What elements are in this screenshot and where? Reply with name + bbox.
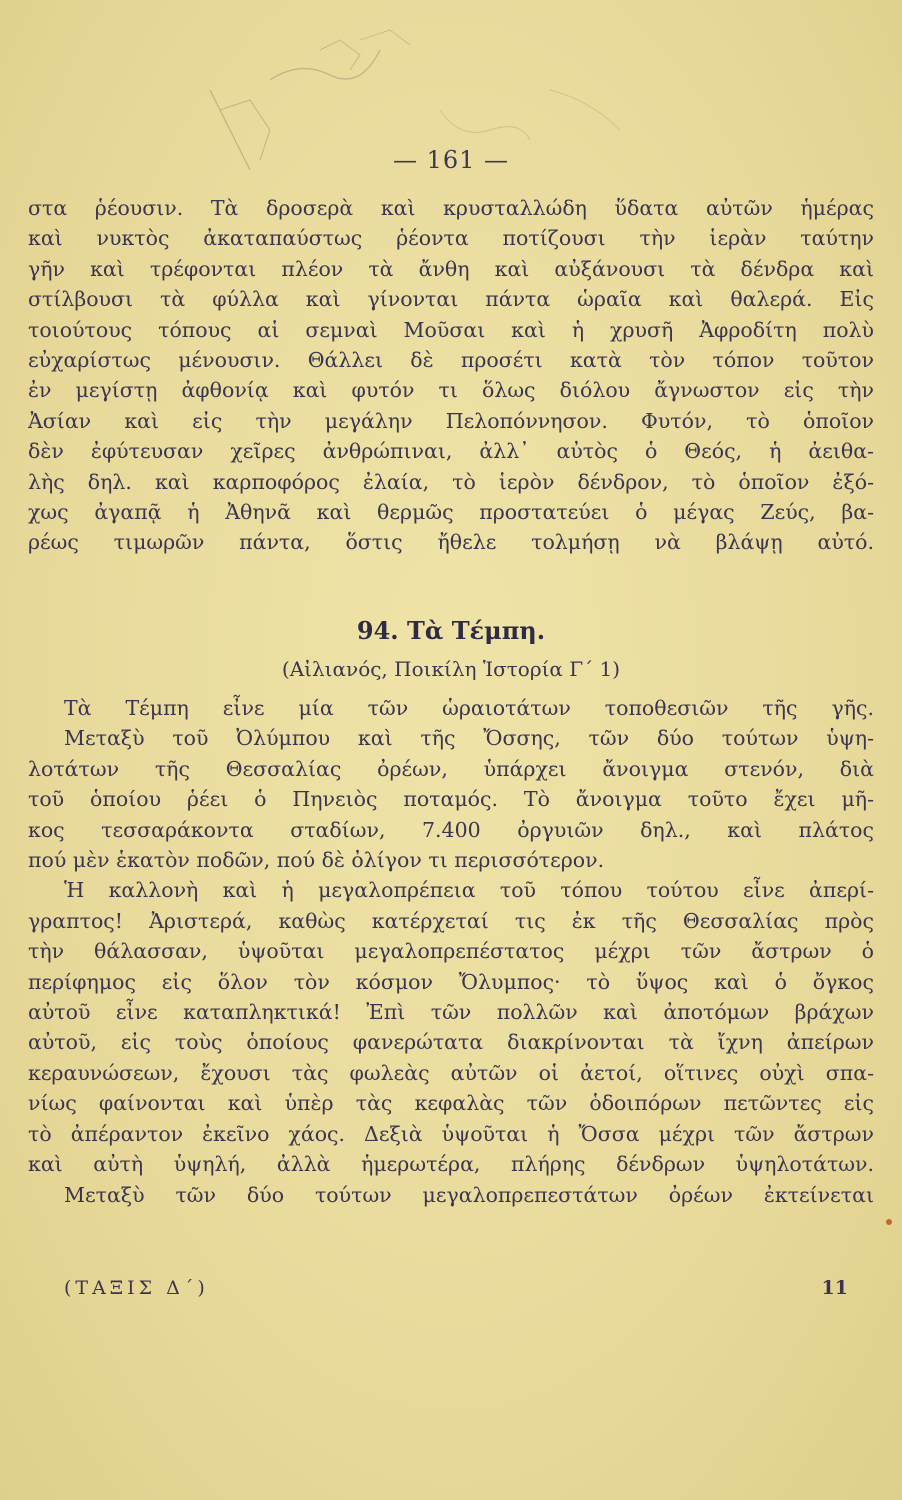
text-line: τὸ ἀπέραντον ἐκεῖνο χάος. Δεξιὰ ὑψοῦται ἡ Ὄσσα μέχρι τῶν ἄστρων <box>28 1121 874 1146</box>
page-number: — 161 — <box>392 146 510 174</box>
text-line: ρέως τιμωρῶν πάντα, ὅστις ἤθελε τολμήσῃ νὰ βλάψῃ αὐτό. <box>28 530 874 555</box>
text-line: χως ἀγαπᾷ ἡ Ἀθηνᾶ καὶ θερμῶς προστατεύει ὁ μέγας Ζεύς, βα- <box>28 500 874 525</box>
text-line: Τὰ Τέμπη εἶνε μία τῶν ὡραιοτάτων τοποθεσιῶν τῆς γῆς. <box>64 696 874 720</box>
text-line: στίλβουσι τὰ φύλλα καὶ γίνονται πάντα ὡραῖα καὶ θαλερά. Εἰς <box>28 287 874 312</box>
text-line: Μεταξὺ τοῦ Ὀλύμπου καὶ τῆς Ὄσσης, τῶν δύο τούτων ὑψη- <box>64 726 874 751</box>
text-line: κεραυνώσεων, ἔχουσι τὰς φωλεὰς αὐτῶν οἱ ἀετοί, οἵτινες οὐχὶ σπα- <box>28 1060 874 1085</box>
text-line: τοιούτους τόπους αἱ σεμναὶ Μοῦσαι καὶ ἡ χρυσῆ Ἀφροδίτη πολὺ <box>28 317 874 342</box>
text-line: γραπτος! Ἀριστερά, καθὼς κατέρχεταί τις ἐκ τῆς Θεσσαλίας πρὸς <box>28 908 874 933</box>
section-heading: 94. Τὰ Τέμπη. <box>356 616 546 645</box>
text-line: Ἡ καλλονὴ καὶ ἡ μεγαλοπρέπεια τοῦ τόπου τούτου εἶνε ἀπερί- <box>64 878 874 903</box>
text-line: κος τεσσαράκοντα σταδίων, 7.400 ὀργυιῶν δηλ., καὶ πλάτος <box>28 817 874 842</box>
text-line: Ἀσίαν καὶ εἰς τὴν μεγάλην Πελοπόννησον. Φυτόν, τὸ ὁποῖον <box>28 408 874 433</box>
text-line: στα ῥέουσιν. Τὰ δροσερὰ καὶ κρυσταλλώδη ὕδατα αὐτῶν ἡμέρας <box>28 196 874 220</box>
text-block-1 <box>28 193 874 558</box>
footer-label: (ΤΑΞΙΣ Δ΄) <box>64 1277 209 1299</box>
text-line: λοτάτων τῆς Θεσσαλίας ὀρέων, ὑπάρχει ἄνοιγμα στενόν, διὰ <box>28 756 874 781</box>
text-line: εὐχαρίστως μένουσιν. Θάλλει δὲ προσέτι κατὰ τὸν τόπον τοῦτον <box>28 348 874 373</box>
text-block-2 <box>28 693 874 1210</box>
text-line: γῆν καὶ τρέφονται πλέον τὰ ἄνθη καὶ αὐξάνουσι τὰ δένδρα καὶ <box>28 256 874 281</box>
text-line: ἐν μεγίστῃ ἀφθονίᾳ καὶ φυτόν τι ὅλως διόλου ἄγνωστον εἰς τὴν <box>28 378 874 403</box>
text-line: καὶ νυκτὸς ἀκαταπαύστως ῥέοντα ποτίζουσι τὴν ἱερὰν ταύτην <box>28 226 874 251</box>
text-line: λὴς δηλ. καὶ καρποφόρος ἐλαία, τὸ ἱερὸν δένδρον, τὸ ὁποῖον ἐξό- <box>28 469 874 494</box>
text-line: καὶ αὐτὴ ὑψηλή, ἀλλὰ ἡμερωτέρα, πλήρης δένδρων ὑψηλοτάτων. <box>28 1152 874 1177</box>
text-line: δὲν ἐφύτευσαν χεῖρες ἀνθρώπιναι, ἀλλ᾽ αὐτὸς ὁ Θεός, ἡ ἀειθα- <box>28 439 874 464</box>
page-footer <box>64 1277 848 1299</box>
signature-number: 11 <box>821 1277 848 1299</box>
text-line: νίως φαίνονται καὶ ὑπὲρ τὰς κεφαλὰς τῶν ὁδοιπόρων πετῶντες εἰς <box>28 1091 874 1116</box>
text-line: αὐτοῦ εἶνε καταπληκτικά! Ἐπὶ τῶν πολλῶν καὶ ἀποτόμων βράχων <box>28 1000 874 1025</box>
source-citation: (Αἰλιανός, Ποικίλη Ἱστορία Γ΄ 1) <box>281 657 621 681</box>
text-line: τὴν θάλασσαν, ὑψοῦται μεγαλοπρεπέστατος μέχρι τῶν ἄστρων ὁ <box>28 939 874 964</box>
text-line: περίφημος εἰς ὅλον τὸν κόσμον Ὄλυμπος· τὸ ὕψος καὶ ὁ ὄγκος <box>28 969 874 994</box>
text-line: αὐτοῦ, εἰς τοὺς ὁποίους φανερώτατα διακρίνονται τὰ ἴχνη ἀπείρων <box>28 1030 874 1055</box>
text-line: Μεταξὺ τῶν δύο τούτων μεγαλοπρεπεστάτων ὀρέων ἐκτείνεται <box>64 1182 874 1207</box>
text-line: πού μὲν ἑκατὸν ποδῶν, πού δὲ ὀλίγον τι περισσότερον. <box>28 848 605 873</box>
margin-dot-icon <box>886 1219 892 1225</box>
text-line: τοῦ ὁποίου ῥέει ὁ Πηνειὸς ποταμός. Τὸ ἄνοιγμα τοῦτο ἔχει μῆ- <box>28 787 874 812</box>
